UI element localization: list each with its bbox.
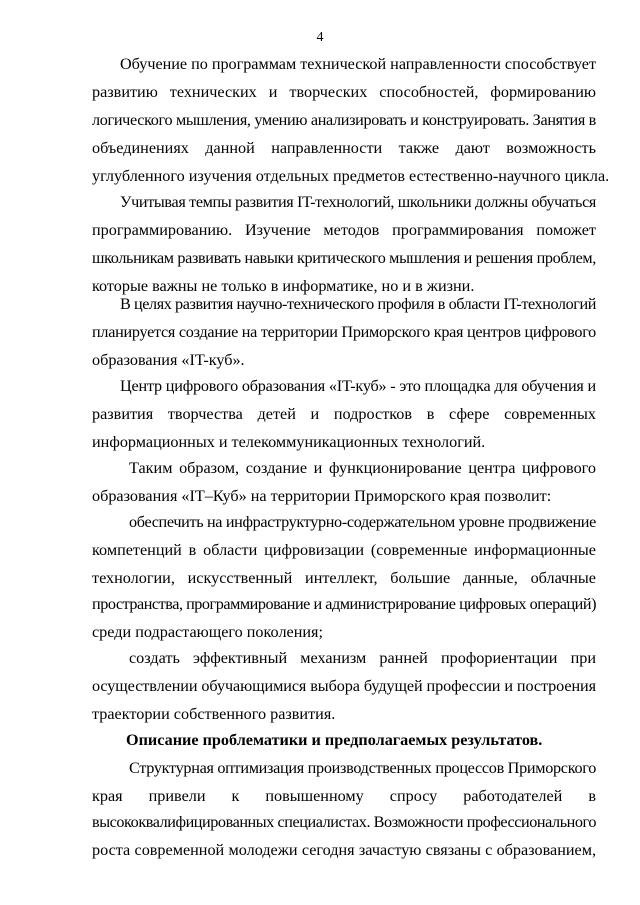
text-line: В целях развития научно-технического профиля в области IT-технологий [120,295,596,313]
text-line: технологии, искусственный интеллект, большие данные, облачные [92,569,596,587]
page-number: 4 [316,30,324,45]
text-line: углубленного изучения отдельных предметов естественно-научного цикла. [92,167,610,185]
text-line: планируется создание на территории Приморского края центров цифрового [92,323,596,341]
text-line: Учитывая темпы развития IT-технологий, школьники должны обучаться [120,193,596,211]
text-line: развитию технических и творческих способностей, формированию [92,83,596,101]
text-line: обеспечить на инфраструктурно-содержательном уровне продвижение [129,513,596,531]
text-line: развития творчества детей и подростков в сфере современных [92,405,596,423]
text-line: края привели к повышенному спросу работодателей в [92,787,596,805]
text-line: Центр цифрового образования «IT-куб» - это площадка для обучения и [120,377,596,395]
text-line: Структурная оптимизация производственных процессов Приморского [129,759,596,777]
text-line: образования «IT–Куб» на территории Приморского края позволит: [92,487,552,505]
text-line: роста современной молодежи сегодня зачастую связаны с образованием, [92,841,596,859]
text-line: траектории собственного развития. [92,705,336,723]
text-line: осуществлении обучающимися выбора будущей профессии и построения [92,677,596,695]
text-line: образования «IT-куб». [92,351,245,369]
section-heading: Описание проблематики и предполагаемых результатов. [126,731,543,749]
text-line: которые важны не только в информатике, но и в жизни. [92,277,475,295]
text-line: Таким образом, создание и функционирование центра цифрового [129,459,596,477]
text-line: Обучение по программам технической направленности способствует [120,55,596,73]
text-line: школьникам развивать навыки критического мышления и решения проблем, [92,249,596,267]
text-line: программированию. Изучение методов программирования поможет [92,221,596,239]
text-line: среди подрастающего поколения; [92,623,323,641]
text-line: информационных и телекоммуникационных технологий. [92,433,486,451]
text-line: высококвалифицированных специалистах. Возможности профессионального [92,813,596,831]
text-line: компетенций в области цифровизации (современные информационные [92,541,596,559]
text-line: создать эффективный механизм ранней профориентации при [129,649,596,667]
text-line: объединениях данной направленности также дают возможность [92,139,596,157]
text-line: пространства, программирование и администрирование цифровых операций) [92,595,596,613]
text-line: логического мышления, умению анализировать и конструировать. Занятия в [92,111,596,129]
